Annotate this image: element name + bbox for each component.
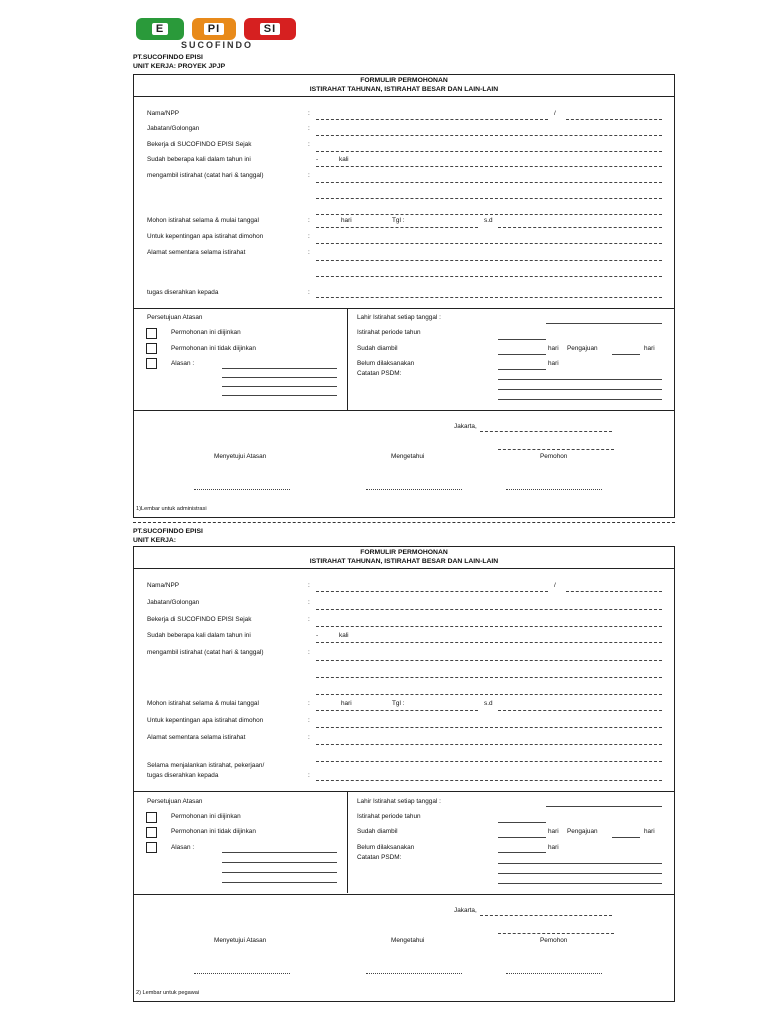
input-npp[interactable] [566,591,662,592]
checkbox-tidak-diijinkan[interactable] [146,827,157,838]
logo-e-block: E [136,18,184,40]
cut-line [133,522,675,523]
input-catatan-2[interactable] [498,389,662,390]
input-kepentingan[interactable] [316,243,662,244]
label-menyetujui: Menyetujui Atasan [214,937,267,944]
label-sudah: Sudah beberapa kali dalam tahun ini [147,632,251,639]
input-mohon-sd[interactable] [498,710,662,711]
input-catatan-1[interactable] [498,863,662,864]
label-jabatan: Jabatan/Golongan [147,599,200,606]
input-npp[interactable] [566,119,662,120]
label-mohon: Mohon istirahat selama & mulai tanggal [147,700,259,707]
input-alamat-1[interactable] [316,744,662,745]
unit-kerja-1: UNIT KERJA: PROYEK JPJP [133,63,226,70]
label-nama: Nama/NPP [147,110,179,117]
signature-mengetahui[interactable] [366,489,462,490]
checkbox-tidak-diijinkan[interactable] [146,343,157,354]
input-ambil-3[interactable] [316,694,662,695]
input-catatan-1[interactable] [498,379,662,380]
form-subtitle-2: ISTIRAHAT TAHUNAN, ISTIRAHAT BESAR DAN LAIN-LAIN [309,558,499,565]
label-ambil: mengambil istirahat (catat hari & tanggal) [147,649,264,656]
label-bekerja: Bekerja di SUCOFINDO EPISI Sejak [147,616,252,623]
label-pemohon: Pemohon [540,453,568,460]
input-alamat-2[interactable] [316,761,662,762]
input-catatan-2[interactable] [498,873,662,874]
label-kepentingan: Untuk kepentingan apa istirahat dimohon [147,233,264,240]
input-mohon-tgl[interactable] [316,227,478,228]
input-lahir[interactable] [546,323,662,324]
input-ambil-3[interactable] [316,214,662,215]
input-belum[interactable] [498,852,546,853]
input-alasan-3[interactable] [222,386,337,387]
input-jabatan[interactable] [316,135,662,136]
logo-si-block: SI [244,18,296,40]
checkbox-diijinkan[interactable] [146,812,157,823]
checkbox-diijinkan[interactable] [146,328,157,339]
input-jakarta-date[interactable] [480,915,612,916]
input-periode[interactable] [498,822,546,823]
label-jabatan: Jabatan/Golongan [147,125,200,132]
label-tugas: tugas diserahkan kepada [147,289,219,296]
label-alamat: Alamat sementara selama istirahat [147,249,246,256]
label-nama: Nama/NPP [147,582,179,589]
signature-atasan[interactable] [194,973,290,974]
input-alasan-2[interactable] [222,377,337,378]
input-nama[interactable] [316,119,548,120]
leave-form-1: FORMULIR PERMOHONAN ISTIRAHAT TAHUNAN, ISTIRAHAT BESAR DAN LAIN-LAIN Nama/NPP : / Jabatan/Golongan : Bekerja di SUCOFINDO EPISI Sejak : Sudah beberapa kali dalam tahun ini - kali mengambil istirahat (catat hari & tanggal) : Mohon istirahat selama & mulai tanggal : hari Tgl : s.d Untuk kepentingan apa istirahat dimohon : Alamat sementara selama istirahat : tugas diserahkan kepada : Persetujuan Atasan Permohonan ini diijinkan Permohonan ini tidak diijinkan Alasan : Lahir Istirahat setiap tanggal : Istirahat periode tahun Sudah diambil hari Pengajuan hari Belum dilaksanakan hari Catatan PSDM: Jakarta, Menyetujui Atasan Mengetahui Pemohon 1)Lembar untuk administrasi [133,74,675,518]
label-tugas: tugas diserahkan kepada [147,772,219,779]
sucofindo-episi-logo [136,18,296,50]
input-alasan-1[interactable] [222,852,337,853]
input-tugas[interactable] [316,780,662,781]
input-alasan-1[interactable] [222,368,337,369]
input-jabatan[interactable] [316,609,662,610]
input-jakarta-date[interactable] [480,431,612,432]
label-persetujuan: Persetujuan Atasan [147,798,203,805]
form-title-2: FORMULIR PERMOHONAN [360,549,448,556]
label-ambil: mengambil istirahat (catat hari & tanggal) [147,172,264,179]
input-alasan-3[interactable] [222,872,337,873]
input-diambil[interactable] [498,837,546,838]
input-alasan-2[interactable] [222,862,337,863]
label-kepentingan: Untuk kepentingan apa istirahat dimohon [147,717,264,724]
input-kepentingan[interactable] [316,727,662,728]
label-mohon: Mohon istirahat selama & mulai tanggal [147,217,259,224]
input-bekerja[interactable] [316,626,662,627]
checkbox-alasan[interactable] [146,842,157,853]
input-lahir[interactable] [546,806,662,807]
input-nama[interactable] [316,591,548,592]
input-sudah[interactable] [316,642,662,643]
input-ambil-1[interactable] [316,660,662,661]
input-pengajuan[interactable] [612,354,640,355]
form-title-1: FORMULIR PERMOHONAN [360,77,448,84]
label-bekerja: Bekerja di SUCOFINDO EPISI Sejak [147,141,252,148]
label-alamat: Alamat sementara selama istirahat [147,734,246,741]
input-ambil-2[interactable] [316,198,662,199]
input-alamat-2[interactable] [316,276,662,277]
input-ambil-2[interactable] [316,677,662,678]
logo-wordmark: SUCOFINDO [181,40,253,50]
label-mengetahui: Mengetahui [391,453,425,460]
input-mohon-tgl[interactable] [316,710,478,711]
signature-pemohon[interactable] [506,489,602,490]
input-pengajuan[interactable] [612,837,640,838]
input-alasan-4[interactable] [222,882,337,883]
input-sudah[interactable] [316,166,662,167]
input-catatan-3[interactable] [498,883,662,884]
footer-note-1: 1)Lembar untuk administrasi [136,506,207,512]
label-mengetahui: Mengetahui [391,937,425,944]
input-alasan-4[interactable] [222,395,337,396]
checkbox-alasan[interactable] [146,358,157,369]
label-persetujuan: Persetujuan Atasan [147,314,203,321]
logo-pi-block: PI [192,18,236,40]
label-menyetujui: Menyetujui Atasan [214,453,267,460]
company-name-1: PT.SUCOFINDO EPISI [133,54,203,61]
leave-form-2: FORMULIR PERMOHONAN ISTIRAHAT TAHUNAN, ISTIRAHAT BESAR DAN LAIN-LAIN Nama/NPP : / Jabatan/Golongan : Bekerja di SUCOFINDO EPISI Sejak : Sudah beberapa kali dalam tahun ini - kali mengambil istirahat (catat hari & tanggal) : Mohon istirahat selama & mulai tanggal : hari Tgl : s.d Untuk kepentingan apa istirahat dimohon : Alamat sementara selama istirahat : Selama menjalankan istirahat, pekerjaan/ tugas diserahkan kepada : Persetujuan Atasan Permohonan ini diijinkan Permohonan ini tidak diijinkan Alasan : Lahir Istirahat setiap tanggal : Istirahat periode tahun Sudah diambil hari Pengajuan hari Belum dilaksanakan hari Catatan PSDM: Jakarta, Menyetujui Atasan Mengetahui Pemohon 2) Lembar untuk pegawai [133,546,675,1002]
input-ambil-1[interactable] [316,182,662,183]
input-periode[interactable] [498,339,546,340]
footer-note-2: 2) Lembar untuk pegawai [136,990,200,996]
unit-kerja-2: UNIT KERJA: [133,537,177,544]
input-catatan-3[interactable] [498,399,662,400]
form-subtitle-1: ISTIRAHAT TAHUNAN, ISTIRAHAT BESAR DAN LAIN-LAIN [309,86,499,93]
input-mohon-sd[interactable] [498,227,662,228]
company-name-2: PT.SUCOFINDO EPISI [133,528,203,535]
input-bekerja[interactable] [316,151,662,152]
label-sudah: Sudah beberapa kali dalam tahun ini [147,156,251,163]
input-diambil[interactable] [498,354,546,355]
label-selama: Selama menjalankan istirahat, pekerjaan/ [147,762,265,769]
input-alamat-1[interactable] [316,260,662,261]
signature-pemohon[interactable] [506,973,602,974]
signature-mengetahui[interactable] [366,973,462,974]
label-pemohon: Pemohon [540,937,568,944]
signature-atasan[interactable] [194,489,290,490]
input-belum[interactable] [498,369,546,370]
input-tugas[interactable] [316,297,662,298]
